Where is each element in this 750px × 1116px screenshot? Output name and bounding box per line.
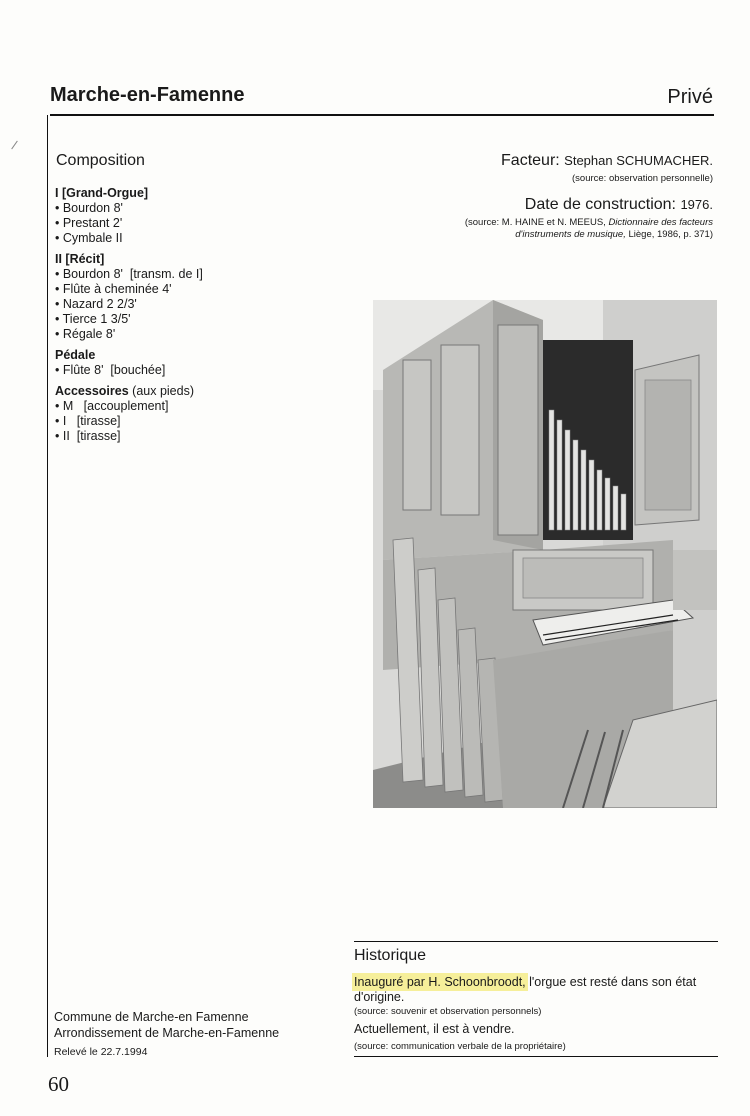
- stop-item: • II [tirasse]: [55, 429, 121, 443]
- composition-heading: Composition: [56, 152, 145, 169]
- stop-item: • Flûte à cheminée 4': [55, 282, 172, 296]
- stop-item: • Bourdon 8' [transm. de I]: [55, 267, 203, 281]
- page-number: 60: [48, 1072, 69, 1096]
- division-recit: [55, 252, 203, 342]
- historique-bottom-rule: [354, 1056, 718, 1057]
- commune-line: Commune de Marche-en Famenne: [54, 1010, 249, 1024]
- division-title: I [Grand-Orgue]: [55, 186, 149, 200]
- historique-text-1-rest: l'orgue est resté dans son état d'origine.: [354, 975, 697, 1004]
- date-source-title: Dictionnaire des facteurs: [608, 217, 713, 228]
- date-source: [465, 217, 713, 241]
- division-title: Pédale: [55, 348, 96, 362]
- division-title-suffix: (aux pieds): [132, 384, 194, 398]
- date-line: [525, 196, 713, 214]
- date-label: Date de construction:: [524, 196, 676, 213]
- stop-item: • Régale 8': [55, 327, 116, 341]
- division-title: Accessoires: [55, 384, 129, 398]
- date-source-suffix: Liège, 1986, p. 371): [628, 229, 713, 240]
- facteur-value: Stephan SCHUMACHER.: [564, 153, 713, 168]
- historique-source-1: (source: souvenir et observation personnels): [354, 1006, 542, 1017]
- facteur-line: [501, 152, 713, 170]
- stop-item: • Bourdon 8': [55, 201, 123, 215]
- organ-photograph: [373, 300, 717, 808]
- highlighted-text: Inauguré par H. Schoonbroodt,: [354, 975, 526, 989]
- date-source-prefix: (source: M. HAINE et N. MEEUS,: [464, 217, 606, 228]
- date-source-title-cont: d'instruments de musique,: [515, 229, 626, 240]
- division-title: II [Récit]: [55, 252, 105, 266]
- historique-heading: Historique: [354, 947, 427, 964]
- composition-list: [55, 186, 203, 444]
- commune-block: [54, 1009, 279, 1041]
- facteur-label: Facteur:: [501, 152, 560, 169]
- stop-item: • M [accouplement]: [55, 399, 169, 413]
- stop-item: • Tierce 1 3/5': [55, 312, 131, 326]
- division-grand-orgue: [55, 186, 203, 246]
- stop-item: • Nazard 2 2/3': [55, 297, 137, 311]
- arrondissement-line: Arrondissement de Marche-en-Famenne: [54, 1026, 280, 1040]
- historique-text-1: [354, 975, 720, 1005]
- left-border-rule: [47, 115, 48, 1057]
- ownership-status: Privé: [667, 86, 713, 108]
- releve-date: Relevé le 22.7.1994: [54, 1046, 148, 1058]
- facteur-source: (source: observation personnelle): [572, 173, 713, 184]
- historique-text-2: Actuellement, il est à vendre.: [354, 1022, 515, 1036]
- division-title-row: [55, 384, 203, 399]
- stop-item: • Prestant 2': [55, 216, 123, 230]
- division-pedale: [55, 348, 203, 378]
- division-accessoires: [55, 384, 203, 444]
- stray-mark: [11, 141, 18, 150]
- stop-item: • I [tirasse]: [55, 414, 121, 428]
- page-title: Marche-en-Famenne: [50, 84, 245, 106]
- date-value: 1976.: [680, 197, 713, 212]
- stop-item: • Flûte 8' [bouchée]: [55, 363, 166, 377]
- historique-source-2: (source: communication verbale de la propriétaire): [354, 1041, 566, 1052]
- historique-rule: [354, 941, 718, 942]
- stop-item: • Cymbale II: [55, 231, 123, 245]
- header-rule: [50, 114, 714, 116]
